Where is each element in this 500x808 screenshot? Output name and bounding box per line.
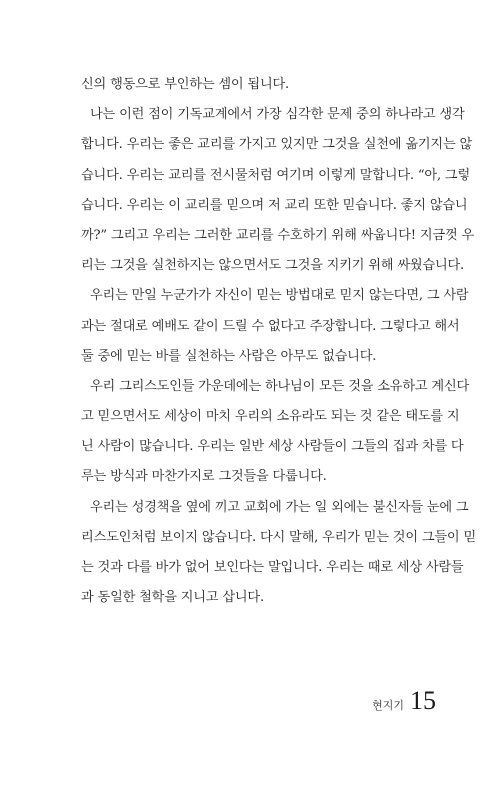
page-number: 15 (410, 686, 436, 715)
text-line: 고 믿으면서도 세상이 마치 우리의 소유라도 되는 것 같은 태도를 지 (81, 409, 460, 425)
text-line: 습니다. 우리는 이 교리를 믿으며 저 교리 또한 믿습니다. 좋지 않습니 (81, 197, 468, 213)
text-line: 습니다. 우리는 교리를 전시물처럼 여기며 이렇게 말합니다. “아, 그렇 (81, 167, 471, 183)
text-line: 닌 사람이 많습니다. 우리는 일반 세상 사람들이 그들의 집과 차를 다 (81, 439, 464, 455)
text-line: 둘 중에 믿는 바를 실천하는 사람은 아무도 없습니다. (81, 348, 377, 364)
page-footer (372, 688, 436, 714)
text-line: 우리는 만일 누군가가 자신이 믿는 방법대로 믿지 않는다면, 그 사람 (90, 288, 469, 304)
text-line: 까?” 그리고 우리는 그러한 교리를 수호하기 위해 싸웁니다! 지금껏 우 (81, 227, 474, 243)
text-line: 나는 이런 점이 기독교계에서 가장 심각한 문제 중의 하나라고 생각 (90, 107, 465, 123)
text-line: 우리는 성경책을 옆에 끼고 교회에 가는 일 외에는 불신자들 눈에 그 (90, 499, 469, 515)
text-line: 신의 행동으로 부인하는 셈이 됩니다. (81, 77, 290, 92)
body-text (81, 70, 477, 613)
text-line: 리스도인처럼 보이지 않습니다. 다시 말해, 우리가 믿는 것이 그들이 믿 (81, 529, 477, 545)
text-line: 우리 그리스도인들 가운데에는 하나님이 모든 것을 소유하고 계신다 (90, 378, 470, 394)
text-line: 과 동일한 철학을 지니고 삽니다. (81, 590, 264, 606)
text-line: 루는 방식과 마찬가지로 그것들을 다룹니다. (81, 469, 327, 485)
running-head: 현지기 (372, 699, 404, 712)
text-line: 과는 절대로 예배도 같이 드릴 수 없다고 주장합니다. 그렇다고 해서 (81, 318, 460, 334)
text-line: 합니다. 우리는 좋은 교리를 가지고 있지만 그것을 실천에 옮기지는 않 (81, 137, 473, 153)
text-line: 리는 그것을 실천하지는 않으면서도 그것을 지키기 위해 싸웠습니다. (81, 258, 465, 274)
text-line: 는 것과 다를 바가 없어 보인다는 말입니다. 우리는 때로 세상 사람들 (81, 560, 464, 575)
